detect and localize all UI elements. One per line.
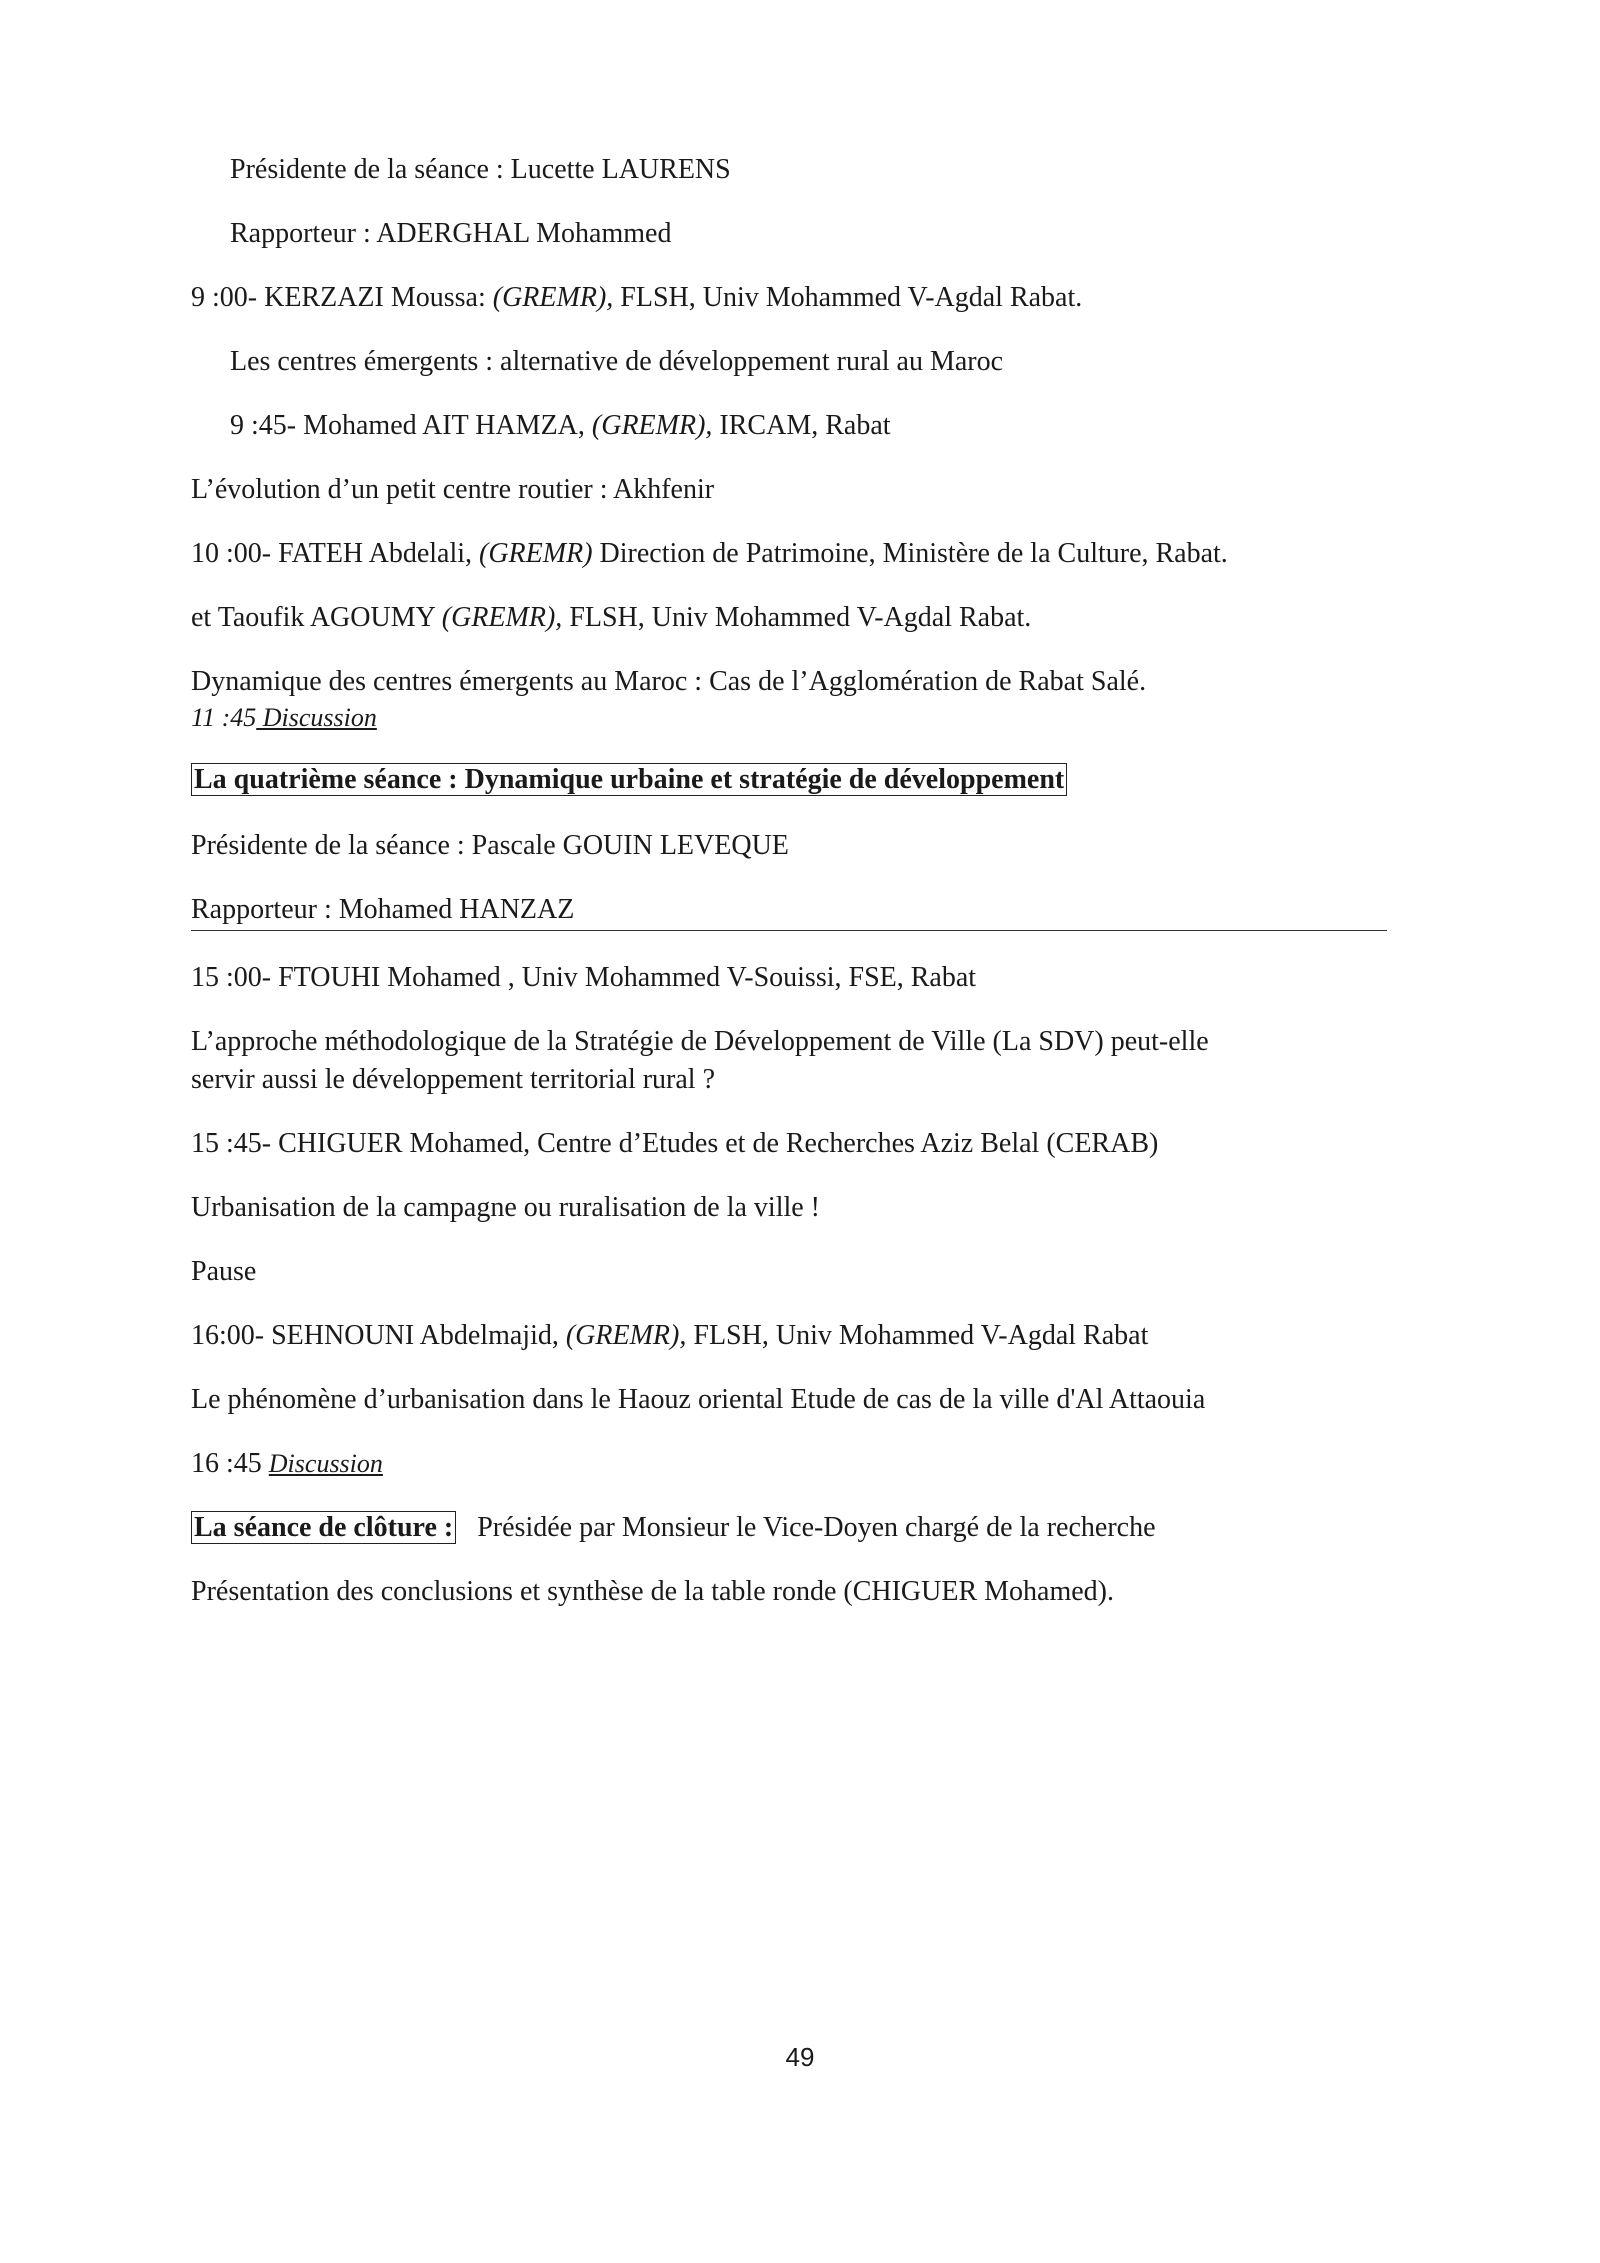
session4-talk3-speaker (191, 1318, 1148, 1354)
talk-affiliation: IRCAM, Rabat (712, 410, 891, 441)
discussion-time: 16 :45 (191, 1448, 269, 1479)
session3-president: Présidente de la séance : Lucette LAURENS (230, 154, 731, 185)
session3-talk1-speaker (191, 280, 1082, 316)
session3-talk1-title: Les centres émergents : alternative de développement rural au Maroc (230, 346, 1004, 377)
talk-affiliation: FLSH, Univ Mohammed V-Agdal Rabat. (613, 282, 1083, 313)
session3-talk3-speaker (191, 536, 1228, 572)
talk-time-name: 16:00- SEHNOUNI Abdelmajid, (191, 1320, 566, 1351)
session4-rapporteur: Rapporteur : Mohamed HANZAZ (191, 894, 575, 925)
talk-affiliation: FLSH, Univ Mohammed V-Agdal Rabat (686, 1320, 1149, 1351)
session4-president: Présidente de la séance : Pascale GOUIN LEVEQUE (191, 830, 789, 861)
discussion-label: Discussion (268, 1449, 383, 1478)
session4-talk1-title-line2: servir aussi le développement territorial rural ? (191, 1064, 716, 1095)
section-divider (191, 930, 1387, 931)
closing-summary: Présentation des conclusions et synthèse de la table ronde (CHIGUER Mohamed). (191, 1576, 1115, 1607)
session4-pause: Pause (191, 1256, 257, 1287)
talk-time-name: 9 :00- KERZAZI Moussa: (191, 282, 493, 313)
talk-coauthor-name: et Taoufik AGOUMY (191, 602, 442, 633)
page-number: 49 (785, 2042, 815, 2072)
session3-talk2-speaker (230, 408, 891, 444)
discussion-time: 11 :45 (191, 703, 257, 732)
talk-affiliation: FLSH, Univ Mohammed V-Agdal Rabat. (562, 602, 1032, 633)
session4-talk2-speaker: 15 :45- CHIGUER Mohamed, Centre d’Etudes et de Recherches Aziz Belal (CERAB) (191, 1128, 1159, 1159)
closing-line (191, 1510, 1156, 1546)
closing-chair: Présidée par Monsieur le Vice-Doyen chargé de la recherche (456, 1512, 1156, 1543)
talk-group: (GREMR) (479, 538, 593, 569)
session3-talk3-coauthor (191, 600, 1031, 636)
session4-heading: La quatrième séance : Dynamique urbaine et stratégie de développement (191, 763, 1067, 796)
discussion-label: Discussion (256, 703, 377, 732)
session4-discussion (191, 1446, 383, 1482)
talk-group: (GREMR), (492, 282, 614, 313)
talk-group: (GREMR), (565, 1320, 687, 1351)
talk-time-name: 9 :45- Mohamed AIT HAMZA, (230, 410, 592, 441)
session4-talk3-title: Le phénomène d’urbanisation dans le Haouz oriental Etude de cas de la ville d'Al Attaouia (191, 1384, 1206, 1415)
talk-time-name: 10 :00- FATEH Abdelali, (191, 538, 480, 569)
talk-group: (GREMR), (591, 410, 713, 441)
talk-affiliation: Direction de Patrimoine, Ministère de la Culture, Rabat. (592, 538, 1228, 569)
talk-group: (GREMR), (441, 602, 563, 633)
session4-heading-wrap (191, 762, 1067, 798)
session4-talk1-speaker: 15 :00- FTOUHI Mohamed , Univ Mohammed V-Souissi, FSE, Rabat (191, 962, 977, 993)
session3-talk3-title: Dynamique des centres émergents au Maroc : Cas de l’Agglomération de Rabat Salé. (191, 666, 1147, 697)
session4-talk1-title-line1: L’approche méthodologique de la Stratégie de Développement de Ville (La SDV) peut-elle (191, 1026, 1209, 1057)
session3-rapporteur: Rapporteur : ADERGHAL Mohammed (230, 218, 672, 249)
closing-heading: La séance de clôture : (191, 1511, 456, 1544)
session3-talk2-title: L’évolution d’un petit centre routier : Akhfenir (191, 474, 715, 505)
session3-discussion (191, 700, 377, 736)
session4-talk2-title: Urbanisation de la campagne ou ruralisation de la ville ! (191, 1192, 821, 1223)
